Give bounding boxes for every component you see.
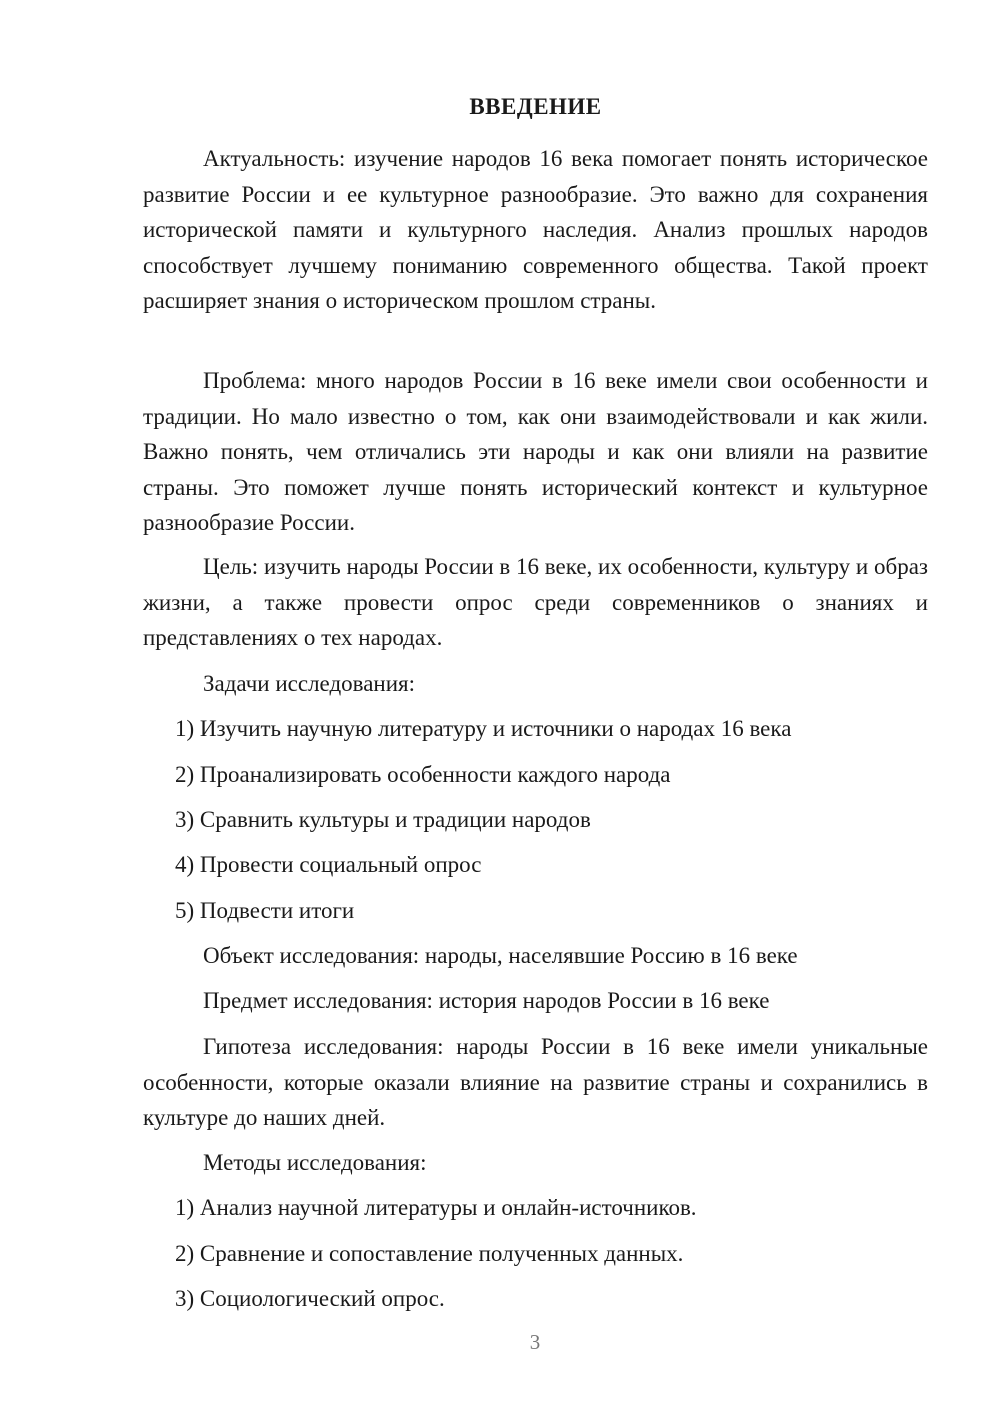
problem-paragraph: Проблема: много народов России в 16 веке имели свои особенности и традиции. Но мало известно о том, как они взаимодействовали и как жили. Важно понять, чем отличались эти народы и как они влияли на развитие страны. Это поможет лучше понять исторический контекст и культурное разнообразие России. [143,368,928,535]
methods-heading: Методы исследования: [203,1150,427,1175]
hypothesis-paragraph: Гипотеза исследования: народы России в 16 веке имели уникальные особенности, которые оказали влияние на развитие страны и сохранились в культуре до наших дней. [143,1034,928,1130]
section-title: ВВЕДЕНИЕ [469,94,602,119]
task-item: 2) Проанализировать особенности каждого народа [175,762,671,787]
research-object: Объект исследования: народы, населявшие Россию в 16 веке [203,943,798,968]
tasks-heading: Задачи исследования: [203,671,416,696]
task-item: 3) Сравнить культуры и традиции народов [175,807,591,832]
task-item: 1) Изучить научную литературу и источники о народах 16 века [175,716,792,741]
method-item: 2) Сравнение и сопоставление полученных данных. [175,1241,684,1266]
relevance-paragraph: Актуальность: изучение народов 16 века помогает понять историческое развитие России и ее культурное разнообразие. Это важно для сохранения исторической памяти и культурного наследия. Анализ прошлых народов способствует лучшему пониманию современного общества. Такой проект расширяет знания о историческом прошлом страны. [143,146,928,313]
research-subject: Предмет исследования: история народов России в 16 веке [203,988,770,1013]
goal-paragraph: Цель: изучить народы России в 16 веке, их особенности, культуру и образ жизни, а также провести опрос среди современников о знаниях и представлениях о тех народах. [143,554,928,650]
method-item: 1) Анализ научной литературы и онлайн-источников. [175,1195,697,1220]
task-item: 4) Провести социальный опрос [175,852,482,877]
task-item: 5) Подвести итоги [175,898,355,923]
page-number: 3 [529,1330,541,1354]
method-item: 3) Социологический опрос. [175,1286,445,1311]
